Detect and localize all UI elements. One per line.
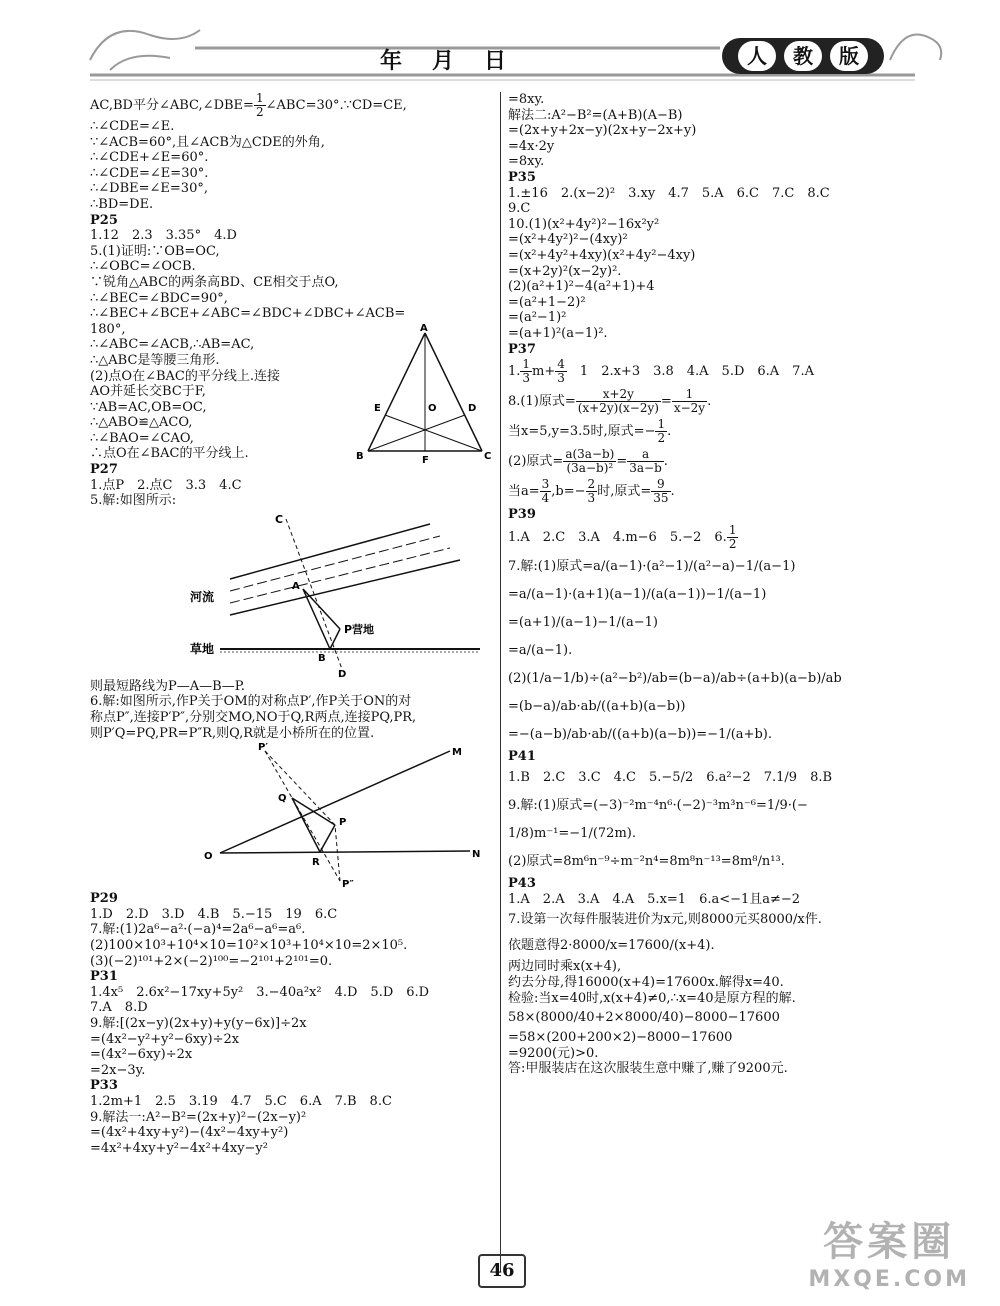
label-c: C [484,451,492,463]
label-o: O [428,403,437,415]
text-line: 1.2m+1 2.5 3.19 4.7 5.C 6.A 7.B 8.C [90,1093,392,1109]
page-ref-p25: P25 [90,212,118,228]
text-line: =(a+1)²(a−1)². [508,325,608,341]
text-line: 1.B 2.C 3.C 4.C 5.−5/2 6.a²−2 7.1/9 8.B [508,770,833,786]
page-ref-p29: P29 [90,891,118,907]
text-line: =(4x²−y²+y²−6xy)÷2x [90,1031,240,1047]
angle-figure [200,741,500,891]
text-line: =(a²−1)² [508,310,567,326]
watermark-logo [808,1210,970,1292]
page-ref-p31: P31 [90,969,118,985]
page-ref-p39: P39 [508,507,536,523]
text-line: ∵AB=AC,OB=OC, [90,399,207,415]
text-line: 1.D 2.D 3.D 4.B 5.−15 19 6.C [90,906,338,922]
text-line: =2x−3y. [90,1062,146,1078]
label-p: P [339,817,347,829]
label-p-camp: P营地 [344,622,375,636]
page-ref-p43: P43 [508,876,536,892]
text-line: 10.(1)(x²+4y²)²−16x²y² [508,216,660,232]
text-line: ∴△ABC是等腰三角形. [90,352,220,368]
text-line: 当a= $\frac{3}{4}$ ,b=− $\frac{2}{3}$ 时,原式= $\frac{9}{35}$ . [508,477,675,506]
text-line: 5.(1)证明:∵OB=OC, [90,243,220,259]
label-f: F [422,455,429,467]
river-figure [190,509,490,679]
text-line: =(x²+4y²+4xy)(x²+4y²−4xy) [508,247,696,263]
label-d: D [468,403,477,415]
text-line: 5.解:如图所示: [90,493,177,509]
fraction: $\frac{1}{2}$ [255,91,264,119]
text-line: ∴∠DBE=∠E=30°, [90,181,208,197]
text-line: 9.C [508,201,531,217]
text-line: =(x+2y)²(x−2y)². [508,263,622,279]
text-line: ∴∠BAO=∠CAO, [90,430,194,446]
right-column [508,92,908,1077]
label-r: R [312,857,320,869]
text-line: 当x=5,y=3.5时,原式=− $\frac{1}{2}$ . [508,417,672,446]
text-line: 依题意得2·8000/x=17600/(x+4). [508,938,715,954]
text-line: 1.±16 2.(x−2)² 3.xy 4.7 5.A 6.C 7.C 8.C [508,185,830,201]
text-line: 9.解:[(2x−y)(2x+y)+y(y−6x)]÷2x [90,1015,307,1031]
text-line: 9.解:(1)原式=(−3)⁻²m⁻⁴n⁶·(−2)⁻³m³n⁻⁶=1/9·(− [508,798,808,814]
text-line: =(x²+4y²)²−(4xy)² [508,232,628,248]
text-line: (2)点O在∠BAC的平分线上.连接 [90,368,280,384]
text-line: =8xy. [508,92,545,107]
text-line: 7.解:(1)原式=a/(a−1)·(a²−1)/(a²−a)−1/(a−1) [508,558,796,574]
label-d: D [338,668,347,680]
text-line: 则P′Q=PQ,PR=P″R,则Q,R就是小桥所在的位置. [90,725,375,741]
text-line: ∴∠OBC=∠OCB. [90,259,196,275]
text-line: 约去分母,得16000(x+4)=17600x.解得x=40. [508,975,784,991]
text-line: ∴∠CDE=∠E. [90,119,175,134]
text-line: 6.解:如图所示,作P关于OM的对称点P′,作P关于ON的对 [90,694,412,710]
page-header [0,0,1000,92]
text-line: 180°, [90,321,126,337]
text-line: 1. $\frac{1}{3}$ m+ $\frac{4}{3}$ 1 2.x+3 3.8 4.A 5.D 6.A 7.A [508,357,814,386]
page-ref-p35: P35 [508,169,536,185]
label-n: N [472,849,481,861]
text-line: 7.设第一次每件服装进价为x元,则8000元买8000/x件. [508,912,822,928]
label-p-prime: P′ [258,742,268,754]
page-ref-p33: P33 [90,1078,118,1094]
label-river: 河流 [190,589,215,604]
text-line: ∴△ABO≌△ACO, [90,415,193,431]
watermark-text: 答案圈 [823,1219,956,1265]
text-line: =−(a−b)/ab·ab/((a+b)(a−b))=−1/(a+b). [508,726,772,742]
text-line: =(4x²−6xy)÷2x [90,1047,193,1063]
text-line: ∴点O在∠BAC的平分线上. [90,446,249,462]
label-e: E [374,403,381,415]
text-line: =(a+1)/(a−1)−1/(a−1) [508,614,658,630]
label-grass: 草地 [190,641,215,656]
text-line: =a/(a−1). [508,642,573,658]
watermark-url: MXQE.COM [808,1267,970,1292]
label-q: Q [278,793,287,805]
left-column [90,92,492,1156]
text-line: =4x·2y [508,138,555,154]
text-line: 两边同时乘x(x+4), [508,959,622,975]
text-line: 答:甲服装店在这次服装生意中赚了,赚了9200元. [508,1061,788,1077]
triangle-figure [350,323,492,467]
text-line: (3)(−2)¹⁰¹+2×(−2)¹⁰⁰=−2¹⁰¹+2¹⁰¹=0. [90,953,333,969]
page-ref-p41: P41 [508,748,536,764]
text-line: ∴∠ABC=∠ACB,∴AB=AC, [90,337,255,353]
text-line: 检验:当x=40时,x(x+4)≠0,∴x=40是原方程的解. [508,990,796,1006]
text-line: (2)100×10³+10⁴×10=10²×10³+10⁴×10=2×10⁵. [90,938,408,953]
text-line: =(2x+y+2x−y)(2x+y−2x+y) [508,123,697,139]
label-p-double-prime: P″ [342,879,354,891]
label-o: O [204,851,213,863]
edition-char-3: 版 [830,41,868,71]
text-line: 1.点P 2.点C 3.3 4.C [90,477,242,493]
text-line: AC,BD平分∠ABC,∠DBE= $\frac{1}{2}$ ∠ABC=30°.∵CD=CE, [90,91,407,119]
edition-char-1: 人 [738,41,776,71]
text-line: 则最短路线为P—A—B—P. [90,678,245,694]
text-line: 58×(8000/40+2×8000/40)−8000−17600 [508,1010,780,1026]
text-line: =a/(a−1)·(a+1)(a−1)/(a(a−1))−1/(a−1) [508,586,767,602]
text-line: ∴BD=DE. [90,196,154,212]
label-c: C [275,512,284,526]
page-ref-p37: P37 [508,341,536,357]
text-line: =9200(元)>0. [508,1045,599,1061]
label-a: A [420,323,428,335]
text-line: 7.A 8.D [90,1000,148,1016]
text-line: (2)原式= $\frac{a(3a-b)}{\text{(3a−b)²}}$ = $\frac{a}{3a-b}$ . [508,447,668,476]
text-line: =4x²+4xy+y²−4x²+4xy−y² [90,1140,268,1156]
text-line: 7.解:(1)2a⁶−a²·(−a)⁴=2a⁶−a⁶=a⁶. [90,922,306,938]
column-divider [500,92,501,1272]
page-ref-p27: P27 [90,462,118,478]
text-line: 8.(1)原式= $\frac{x+2y}{(x+2y)(x-2y)}$ = $\frac{1}{x-2y}$ . [508,387,712,416]
text-line: 解法二:A²−B²=(A+B)(A−B) [508,107,683,123]
text-line: ∴∠CDE=∠E=30°. [90,165,209,181]
text-line: ∴∠BEC=∠BDC=90°, [90,290,228,306]
text-line: ∴∠CDE+∠E=60°. [90,150,209,166]
text-line: 1.12 2.3 3.35° 4.D [90,228,237,244]
text-line: 称点P″,连接P′P″,分别交MO,NO于Q,R两点,连接PQ,PR, [90,710,417,726]
text-line: (2)(1/a−1/b)÷(a²−b²)/ab=(b−a)/ab÷(a+b)(a−b)/ab [508,670,842,686]
text-line: =(a²+1−2)² [508,294,586,310]
text-line: 1/8)m⁻¹=−1/(72m). [508,826,636,842]
page-number: 46 [478,1254,526,1288]
text-line: =58×(200+200×2)−8000−17600 [508,1030,733,1046]
text-line: =8xy. [508,154,545,170]
text-line: (2)(a²+1)²−4(a²+1)+4 [508,279,655,295]
label-b: B [318,652,326,664]
text-line: 1.4x⁵ 2.6x²−17xy+5y² 3.−40a²x² 4.D 5.D 6.D [90,984,430,1000]
text-line: ∵∠ACB=60°,且∠ACB为△CDE的外角, [90,134,325,150]
text-line: =(b−a)/ab·ab/((a+b)(a−b)) [508,698,686,714]
label-m: M [452,747,462,759]
text-line: AO并延长交BC于F, [90,384,206,400]
text-line: (2)原式=8m⁶n⁻⁹÷m⁻²n⁴=8m⁸n⁻¹³=8m⁸/n¹³. [508,854,785,870]
label-b: B [356,451,364,463]
edition-badge [722,38,884,74]
text-line: ∴∠BEC+∠BCE+∠ABC=∠BDC+∠DBC+∠ACB= [90,306,406,322]
text-line: 1.A 2.A 3.A 4.A 5.x=1 6.a<−1且a≠−2 [508,891,801,907]
text-line: 9.解法一:A²−B²=(2x+y)²−(2x−y)² [90,1109,307,1125]
text-line: ∵锐角△ABC的两条高BD、CE相交于点O, [90,274,339,290]
date-title: 年 月 日 [380,49,511,74]
label-a: A [292,580,300,592]
text-line: =(4x²+4xy+y²)−(4x²−4xy+y²) [90,1125,289,1141]
text-line: 1.A 2.C 3.A 4.m−6 5.−2 6. $\frac{1}{2}$ [508,522,737,551]
edition-char-2: 教 [784,41,822,71]
